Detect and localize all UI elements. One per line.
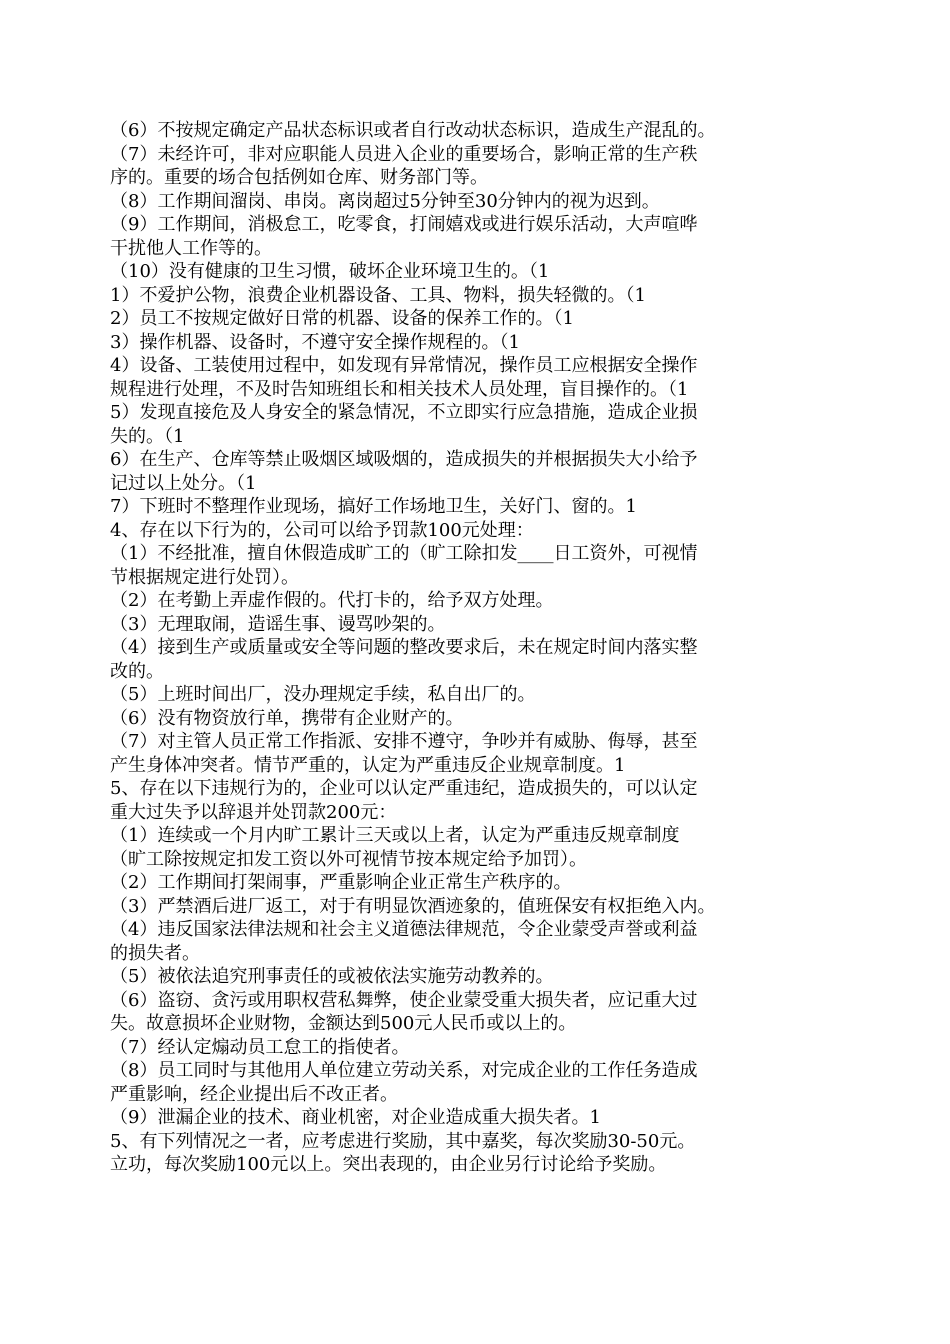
text-line: 1）不爱护公物，浪费企业机器设备、工具、物料，损失轻微的。（1 (110, 284, 646, 306)
text-line: （5）上班时间出厂，没办理规定手续，私自出厂的。 (110, 684, 536, 705)
text-line: （10）没有健康的卫生习惯，破坏企业环境卫生的。（1 (110, 261, 550, 282)
text-line: （6）盗窃、贪污或用职权营私舞弊，使企业蒙受重大损失者，应记重大过 (110, 989, 698, 1011)
text-line: 改的。 (110, 660, 164, 682)
text-line: 5）发现直接危及人身安全的紧急情况，不立即实行应急措施，造成企业损 (110, 402, 698, 423)
text-line: 失的。（1 (110, 425, 185, 447)
text-line: （2）工作期间打架闹事，严重影响企业正常生产秩序的。 (110, 872, 572, 893)
text-line: 5、有下列情况之一者，应考虑进行奖励，其中嘉奖，每次奖励30-50元。 (110, 1130, 696, 1152)
text-line: 记过以上处分。（1 (110, 472, 257, 494)
text-line: （4）违反国家法律法规和社会主义道德法律规范，令企业蒙受声誉或利益 (110, 919, 698, 940)
text-line: 7）下班时不整理作业现场，搞好工作场地卫生，关好门、窗的。1 (110, 496, 637, 517)
text-line: 4、存在以下行为的，公司可以给予罚款100元处理： (110, 519, 534, 541)
text-line: 4）设备、工装使用过程中，如发现有异常情况，操作员工应根据安全操作 (110, 355, 698, 376)
text-line: （8）员工同时与其他用人单位建立劳动关系，对完成企业的工作任务造成 (110, 1060, 698, 1081)
text-line: 立功，每次奖励100元以上。突出表现的，由企业另行讨论给予奖励。 (110, 1154, 667, 1175)
text-line: （6）不按规定确定产品状态标识或者自行改动状态标识，造成生产混乱的。 (110, 120, 716, 141)
text-line: 6）在生产、仓库等禁止吸烟区域吸烟的，造成损失的并根据损失大小给予 (110, 449, 698, 470)
text-line: 的损失者。 (110, 942, 200, 964)
text-line: 5、存在以下违规行为的，企业可以认定严重违纪，造成损失的，可以认定 (110, 778, 698, 799)
text-line: 2）员工不按规定做好日常的机器、设备的保养工作的。（1 (110, 308, 574, 329)
text-line: 失。故意损坏企业财物，金额达到500元人民币或以上的。 (110, 1013, 577, 1034)
text-line: 严重影响，经企业提出后不改正者。 (110, 1083, 398, 1105)
text-line: （6）没有物资放行单，携带有企业财产的。 (110, 707, 464, 729)
text-line: 干扰他人工作等的。 (110, 237, 272, 259)
text-line: （3）无理取闹，造谣生事、谩骂吵架的。 (110, 613, 446, 635)
text-line: 重大过失予以辞退并处罚款200元： (110, 801, 397, 823)
text-line: （2）在考勤上弄虚作假的。代打卡的，给予双方处理。 (110, 590, 554, 611)
text-line: （1）不经批准，擅自休假造成旷工的（旷工除扣发____日工资外，可视情 (110, 543, 698, 564)
text-line: （4）接到生产或质量或安全等问题的整改要求后，未在规定时间内落实整 (110, 637, 698, 658)
text-line: 产生身体冲突者。情节严重的，认定为严重违反企业规章制度。1 (110, 754, 626, 776)
text-line: （旷工除按规定扣发工资以外可视情节按本规定给予加罚）。 (110, 848, 587, 870)
text-line: 节根据规定进行处罚）。 (110, 566, 299, 588)
text-line: 规程进行处理，不及时告知班组长和相关技术人员处理，盲目操作的。（1 (110, 378, 689, 400)
text-line: 序的。重要的场合包括例如仓库、财务部门等。 (110, 167, 488, 188)
document-body (110, 119, 850, 1177)
text-line: （9）泄漏企业的技术、商业机密，对企业造成重大损失者。1 (110, 1107, 601, 1128)
text-line: （1）连续或一个月内旷工累计三天或以上者，认定为严重违反规章制度 (110, 825, 680, 846)
text-line: （3）严禁酒后进厂返工，对于有明显饮酒迹象的，值班保安有权拒绝入内。 (110, 895, 716, 917)
text-line: （7）未经许可，非对应职能人员进入企业的重要场合，影响正常的生产秩 (110, 143, 698, 165)
text-line: （9）工作期间，消极怠工，吃零食，打闹嬉戏或进行娱乐活动，大声喧哗 (110, 214, 698, 235)
text-line: （8）工作期间溜岗、串岗。离岗超过5分钟至30分钟内的视为迟到。 (110, 190, 660, 212)
text-line: 3）操作机器、设备时，不遵守安全操作规程的。（1 (110, 331, 520, 353)
text-line: （7）经认定煽动员工怠工的指使者。 (110, 1036, 410, 1058)
text-line: （7）对主管人员正常工作指派、安排不遵守，争吵并有威胁、侮辱，甚至 (110, 731, 698, 752)
text-line: （5）被依法追究刑事责任的或被依法实施劳动教养的。 (110, 966, 554, 987)
